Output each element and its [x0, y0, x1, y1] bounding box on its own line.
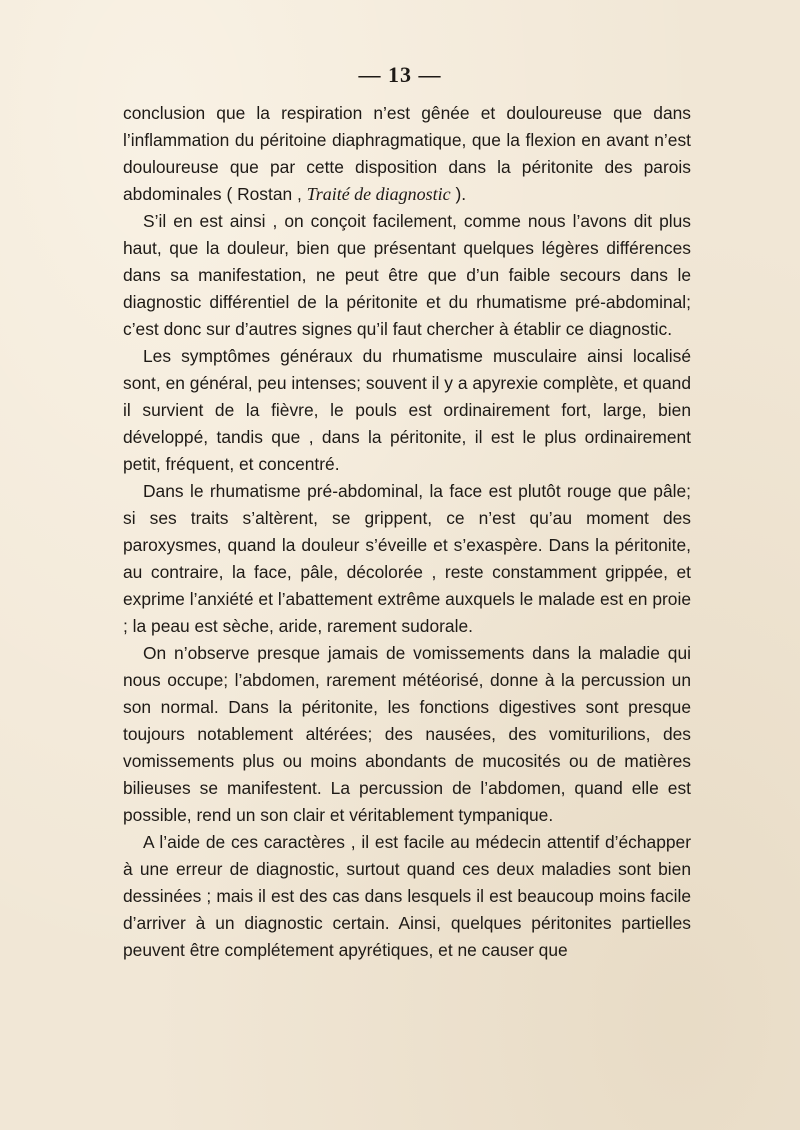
paragraph-4: Dans le rhumatisme pré-abdominal, la face est plutôt rouge que pâle; si ses traits s’altèrent, se grippent, ce n’est qu’au moment des paroxysmes, quand la douleur s’éveille et s’exaspère. Dans la péritonite, au contraire, la face, pâle, décolorée , reste constamment grippée, et exprime l’anxiété et l’abattement extrême auxquels le malade est en proie ; la peau est sèche, aride, rarement sudorale.: [123, 481, 691, 636]
paragraph-1: [123, 100, 691, 208]
paragraph-1-text-end: ).: [450, 184, 467, 204]
paragraph-1-text-start: conclusion que la respiration n’est gênée et douloureuse que dans l’inflammation du péritoine diaphragmatique, que la flexion en avant n’est douloureuse que par cette disposition dans la péritonite des parois abdominales ( Rostan ,: [123, 103, 691, 204]
paragraph-6: A l’aide de ces caractères , il est facile au médecin attentif d’échapper à une erreur de diagnostic, surtout quand ces deux maladies sont bien dessinées ; mais il est des cas dans lesquels il est beaucoup moins facile d’arriver à un diagnostic certain. Ainsi, quelques péritonites partielles peuvent être complétement apyrétiques, et ne causer que: [123, 832, 691, 960]
paragraph-5: On n’observe presque jamais de vomissements dans la maladie qui nous occupe; l’abdomen, rarement météorisé, donne à la percussion un son normal. Dans la péritonite, les fonctions digestives sont presque toujours notablement altérées; des nausées, des vomiturilions, des vomissements plus ou moins abondants de mucosités ou de matières bilieuses se manifestent. La percussion de l’abdomen, quand elle est possible, rend un son clair et véritablement tympanique.: [123, 643, 691, 825]
book-title-italic: Traité de diagnostic: [306, 184, 451, 204]
paragraph-3: Les symptômes généraux du rhumatisme musculaire ainsi localisé sont, en général, peu intenses; souvent il y a apyrexie complète, et quand il survient de la fièvre, le pouls est ordinairement fort, large, bien développé, tandis que , dans la péritonite, il est le plus ordinairement petit, fréquent, et concentré.: [123, 346, 691, 474]
paragraph-2: S’il en est ainsi , on conçoit facilement, comme nous l’avons dit plus haut, que la douleur, bien que présentant quelques légères différences dans sa manifestation, ne peut être que d’un faible secours dans le diagnostic différentiel de la péritonite et du rhumatisme pré-abdominal; c’est donc sur d’autres signes qu’il faut chercher à établir ce diagnostic.: [123, 211, 691, 339]
body-text: [123, 100, 691, 964]
page-number: — 13 —: [358, 62, 442, 87]
